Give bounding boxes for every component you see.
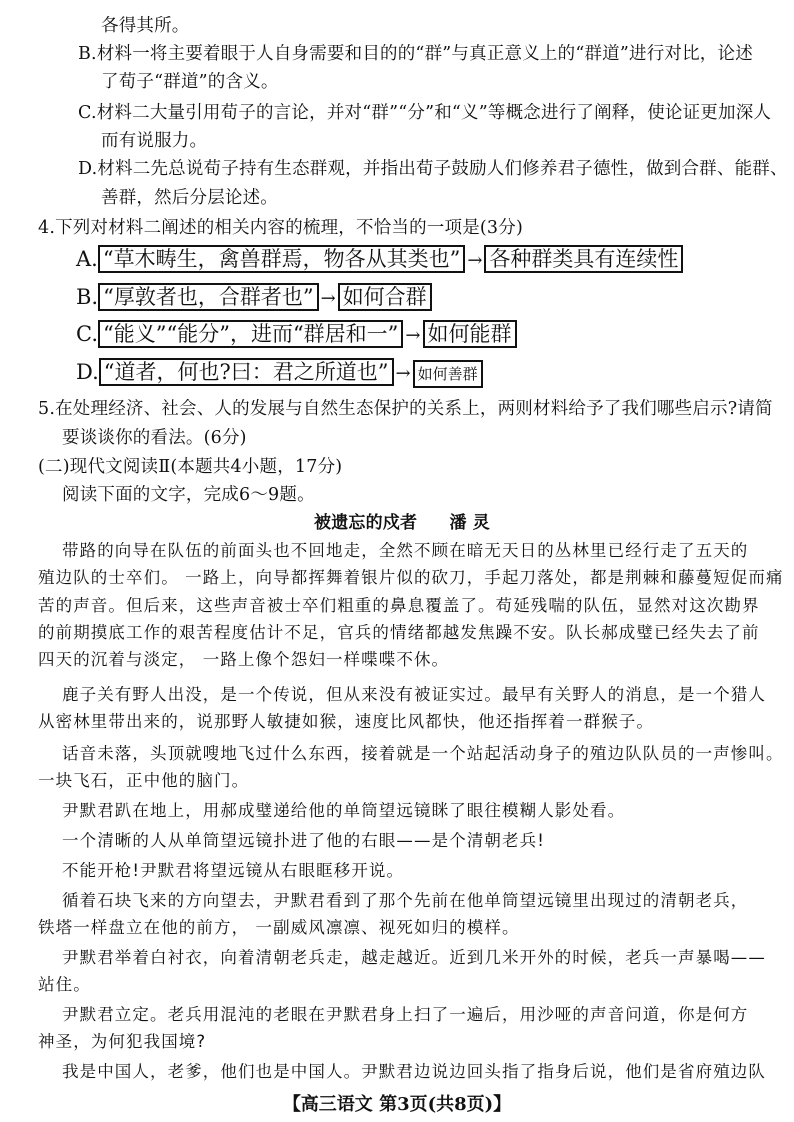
story-line: 的前期摸底工作的艰苦程度估计不足，官兵的情绪都越发焦躁不安。队长郝成璧已经失去了前 — [38, 623, 760, 642]
option-result-box: 如何合群 — [338, 283, 432, 311]
story-line: 鹿子关有野人出没，是一个传说，但从来没有被证实过。最早有关野人的消息，是一个猎人 — [62, 685, 766, 704]
story-line: 一个清晰的人从单筒望远镜扑进了他的右眼——是个清朝老兵! — [62, 831, 545, 850]
q4-option-c — [76, 320, 517, 350]
story-line: 不能开枪!尹默君将望远镜从右眼眶移开说。 — [62, 861, 405, 880]
arrow-right-icon: → — [395, 363, 411, 384]
option-letter: B. — [76, 285, 99, 309]
page-footer: 【高三语文 第3页(共8页)】 — [282, 1094, 512, 1115]
story-author: 潘 灵 — [449, 513, 490, 533]
q4-stem: 4.下列对材料二阐述的相关内容的梳理，不恰当的一项是(3分) — [38, 218, 523, 238]
q4-option-d — [76, 358, 483, 388]
option-letter: D. — [76, 360, 99, 384]
story-line: 站住。 — [38, 975, 91, 994]
option-result-box: 如何善群 — [413, 360, 483, 388]
option-result-box: 如何能群 — [423, 320, 517, 348]
option-quote-box: “能义”“能分”，进而“群居和一” — [98, 320, 403, 348]
option-letter: A. — [76, 247, 98, 271]
story-line: 我是中国人，老爹，他们也是中国人。尹默君边说边回头指了指身后说，他们是省府殖边队 — [62, 1062, 766, 1081]
q4-option-a — [76, 245, 683, 275]
section-instruction: 阅读下面的文字，完成6～9题。 — [62, 485, 315, 505]
option-c-line2: 而有说服力。 — [101, 131, 208, 151]
q5-line1: 5.在处理经济、社会、人的发展与自然生态保护的关系上，两则材料给予了我们哪些启示?请简 — [38, 399, 773, 419]
option-quote-box: “厚敦者也，合群者也” — [98, 283, 318, 311]
option-a-tail: 各得其所。 — [101, 16, 190, 36]
story-line: 苦的声音。但后来，这些声音被士卒们粗重的鼻息覆盖了。苟延残喘的队伍，显然对这次勘界 — [38, 596, 760, 615]
story-line: 话音未落，头顶就嗖地飞过什么东西，接着就是一个站起活动身子的殖边队队员的一声惨叫。 — [62, 744, 784, 763]
story-line: 从密林里带出来的，说那野人敏捷如猴，速度比风都快，他还指挥着一群猴子。 — [38, 712, 654, 731]
option-c-line1: C.材料二大量引用荀子的言论，并对“群”“分”和“义”等概念进行了阐释，使论证更加深人 — [78, 103, 772, 123]
story-line: 神圣，为何犯我国境? — [38, 1032, 207, 1051]
story-line: 尹默君举着白衬衣，向着清朝老兵走，越走越近。近到几米开外的时候，老兵一声暴喝—— — [62, 948, 766, 967]
option-quote-box: “草木畴生，禽兽群焉，物各从其类也” — [98, 245, 465, 273]
arrow-right-icon: → — [405, 325, 421, 346]
q4-option-b — [76, 283, 432, 313]
story-line: 尹默君立定。老兵用混沌的老眼在尹默君身上扫了一遍后，用沙哑的声音问道，你是何方 — [62, 1005, 749, 1024]
section-heading: (二)现代文阅读Ⅱ(本题共4小题，17分) — [38, 457, 343, 477]
story-title — [314, 511, 490, 535]
option-result-box: 各种群类具有连续性 — [484, 245, 683, 273]
story-line: 带路的向导在队伍的前面头也不回地走，全然不顾在暗无天日的丛林里已经行走了五天的 — [62, 541, 749, 560]
option-d-line1: D.材料二先总说荀子持有生态群观，并指出荀子鼓励人们修养君子德性，做到合群、能群、 — [78, 159, 788, 179]
story-line: 铁塔一样盘立在他的前方， 一副威风凛凛、视死如归的模样。 — [38, 918, 520, 937]
arrow-right-icon: → — [320, 288, 336, 309]
story-title-text: 被遗忘的戍者 — [314, 513, 418, 533]
arrow-right-icon: → — [467, 250, 483, 271]
story-line: 一块飞石，正中他的脑门。 — [38, 771, 250, 790]
option-b-line1: B.材料一将主要着眼于人自身需要和目的的“群”与真正意义上的“群道”进行对比，论述 — [78, 44, 753, 64]
option-quote-box: “道者，何也?曰：君之所道也” — [99, 358, 394, 386]
q5-line2: 要谈谈你的看法。(6分) — [62, 428, 247, 448]
story-line: 尹默君趴在地上，用郝成璧递给他的单筒望远镜眯了眼往模糊人影处看。 — [62, 801, 626, 820]
option-b-line2: 了荀子“群道”的含义。 — [101, 72, 279, 92]
story-line: 四天的沉着与淡定， 一路上像个怨妇一样喋喋不休。 — [38, 650, 450, 669]
story-line: 殖边队的士卒们。 一路上，向导都挥舞着银片似的砍刀，手起刀落处，都是荆棘和藤蔓短促而痛 — [38, 568, 784, 587]
story-line: 循着石块飞来的方向望去，尹默君看到了那个先前在他单筒望远镜里出现过的清朝老兵， — [62, 891, 749, 910]
option-d-line2: 善群，然后分层论述。 — [101, 188, 278, 208]
option-letter: C. — [76, 322, 98, 346]
